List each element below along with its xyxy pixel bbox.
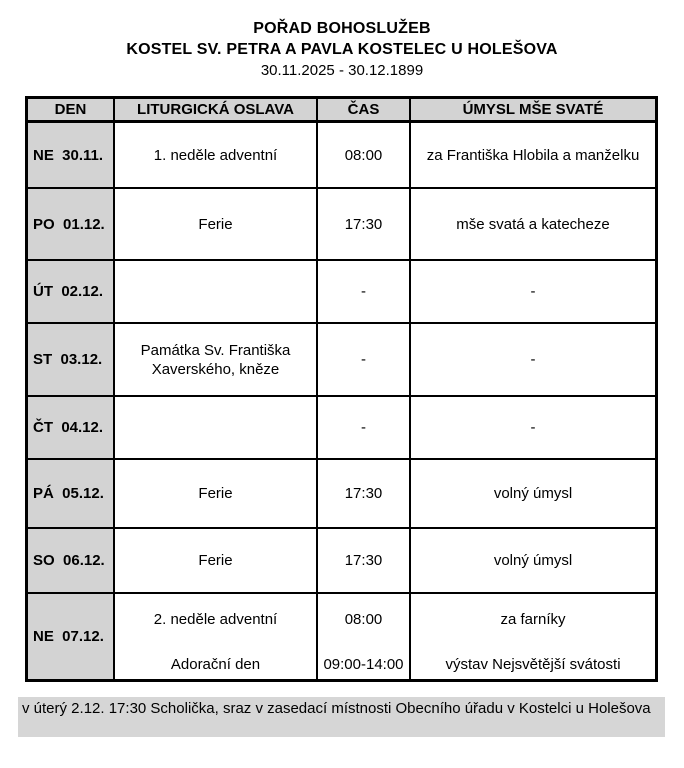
day-cell: ČT 04.12. — [28, 397, 115, 460]
schedule-entry-time: 17:30 — [344, 552, 383, 569]
schedule-entry-intention: volný úmysl — [493, 485, 573, 502]
schedule-entry-intention: výstav Nejsvětější svátosti — [445, 656, 621, 673]
day-cell: PO 01.12. — [28, 189, 115, 261]
schedule-entry-time: 09:00-14:00 — [323, 656, 404, 673]
time-cell — [318, 529, 411, 594]
time-cell — [318, 324, 411, 397]
intention-cell — [411, 529, 655, 594]
celebration-cell — [115, 594, 318, 679]
schedule-entry-celebration: 1. neděle adventní — [153, 146, 278, 164]
time-cell — [318, 261, 411, 324]
celebration-cell — [115, 324, 318, 397]
schedule-table — [25, 96, 658, 682]
schedule-entry-intention: - — [530, 283, 536, 300]
time-cell — [318, 189, 411, 261]
day-cell: PÁ 05.12. — [28, 460, 115, 529]
schedule-entry-celebration: Ferie — [198, 485, 233, 502]
intention-cell — [411, 594, 655, 679]
schedule-entry-intention: za farníky — [500, 611, 566, 628]
celebration-cell — [115, 529, 318, 594]
schedule-entry-time: 17:30 — [344, 485, 383, 502]
title-block — [0, 0, 684, 82]
celebration-cell — [115, 123, 318, 189]
time-cell — [318, 123, 411, 189]
intention-cell — [411, 261, 655, 324]
schedule-entry-time: 08:00 — [344, 146, 383, 164]
schedule-entry-celebration: 2. neděle adventní — [153, 611, 278, 628]
header-den: DEN — [28, 99, 115, 123]
celebration-cell — [115, 460, 318, 529]
header-umysl-mse-svate: ÚMYSL MŠE SVATÉ — [411, 99, 655, 123]
schedule-entry-celebration: Památka Sv. Františka Xaverského, kněze — [140, 341, 291, 378]
time-cell — [318, 460, 411, 529]
time-cell — [318, 594, 411, 679]
schedule-entry-time: 08:00 — [344, 611, 383, 628]
schedule-entry-intention: - — [530, 419, 536, 436]
schedule-entry-time: 17:30 — [344, 215, 383, 233]
schedule-entry-intention: mše svatá a katecheze — [456, 215, 610, 233]
day-cell: ST 03.12. — [28, 324, 115, 397]
intention-cell — [411, 397, 655, 460]
footer-note: v úterý 2.12. 17:30 Scholička, sraz v zasedací místnosti Obecního úřadu v Kostelci u Holešova — [18, 697, 665, 737]
day-cell: ÚT 02.12. — [28, 261, 115, 324]
day-cell: SO 06.12. — [28, 529, 115, 594]
page-title: POŘAD BOHOSLUŽEB — [253, 20, 431, 37]
intention-cell — [411, 460, 655, 529]
schedule-entry-time: - — [361, 283, 366, 300]
intention-cell — [411, 123, 655, 189]
intention-cell — [411, 189, 655, 261]
celebration-cell — [115, 397, 318, 460]
date-range: 30.11.2025 - 30.12.1899 — [260, 62, 424, 79]
day-cell: NE 30.11. — [28, 123, 115, 189]
schedule-entry-intention: volný úmysl — [493, 552, 573, 569]
day-cell: NE 07.12. — [28, 594, 115, 679]
church-name: KOSTEL SV. PETRA A PAVLA KOSTELEC U HOLEŠOVA — [126, 41, 558, 58]
schedule-entry-time: - — [361, 351, 366, 368]
schedule-entry-time: - — [361, 419, 366, 436]
header-cas: ČAS — [318, 99, 411, 123]
time-cell — [318, 397, 411, 460]
schedule-entry-celebration: Ferie — [198, 215, 233, 233]
celebration-cell — [115, 261, 318, 324]
schedule-entry-celebration: Adorační den — [170, 656, 261, 673]
schedule-entry-intention: - — [530, 351, 536, 368]
schedule-entry-intention: za Františka Hlobila a manželku — [426, 146, 640, 164]
celebration-cell — [115, 189, 318, 261]
schedule-entry-celebration: Ferie — [198, 552, 233, 569]
intention-cell — [411, 324, 655, 397]
header-liturgicka-oslava: LITURGICKÁ OSLAVA — [115, 99, 318, 123]
